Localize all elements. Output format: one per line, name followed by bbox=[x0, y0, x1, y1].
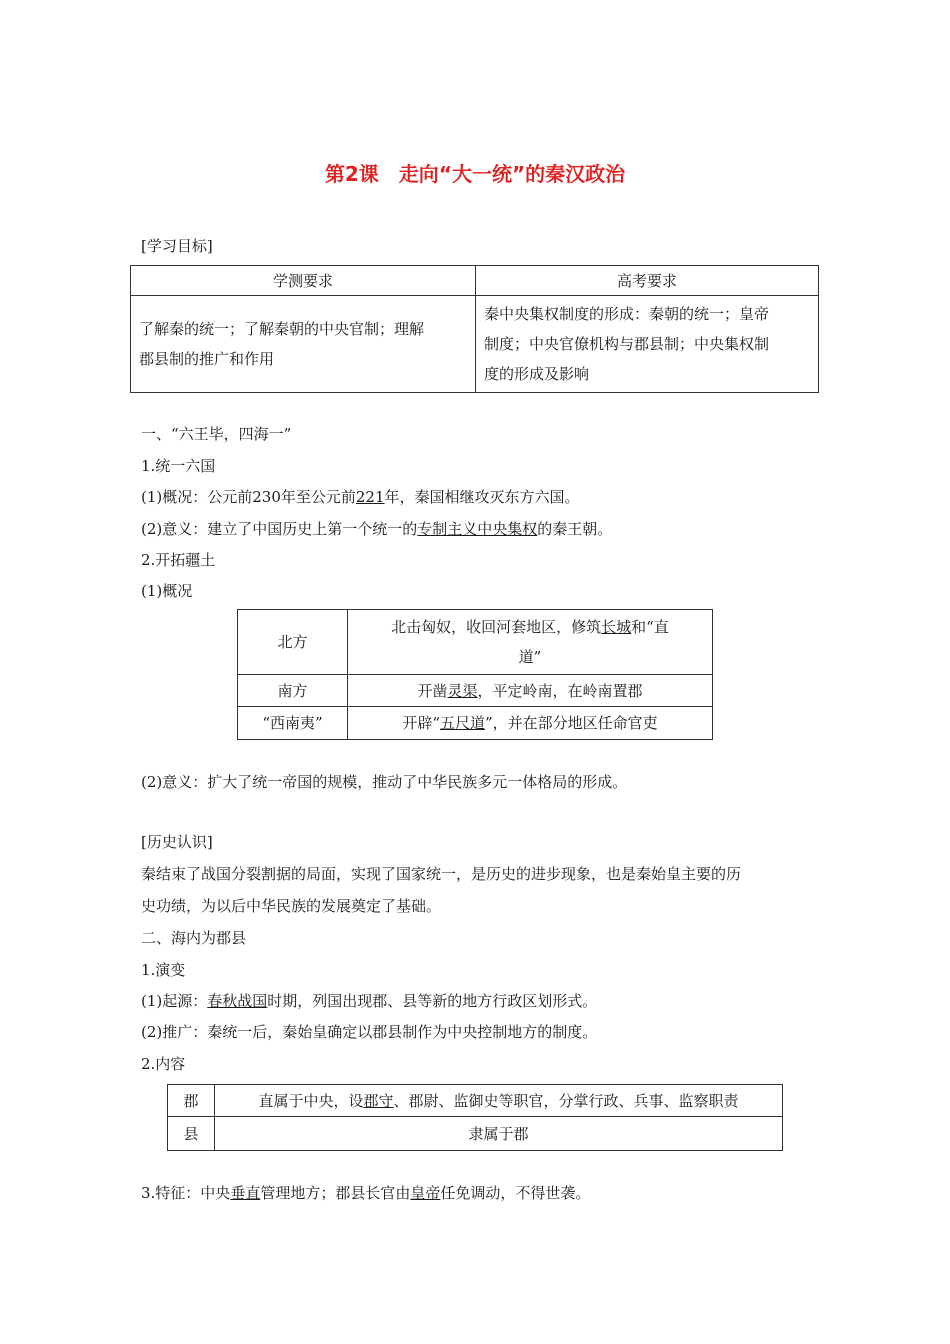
objectives-label: [学习目标] bbox=[141, 237, 213, 255]
underlined-answer: 春秋战国 bbox=[207, 992, 268, 1010]
objectives-table bbox=[130, 265, 819, 393]
col1-header: 学测要求 bbox=[131, 266, 476, 296]
row-label-prefecture: 郡 bbox=[168, 1085, 215, 1117]
row-label-north: 北方 bbox=[238, 610, 348, 675]
col2-line: 度的形成及影响 bbox=[484, 365, 590, 383]
text: ”，并在部分地区任命官吏 bbox=[485, 714, 658, 732]
page-title: 第2课 走向“大一统”的秦汉政治 bbox=[324, 162, 626, 186]
underlined-answer: 垂直 bbox=[230, 1184, 261, 1202]
underlined-answer: 221 bbox=[355, 488, 385, 506]
history-label: [历史认识] bbox=[141, 833, 213, 851]
text: 3.特征：中央 bbox=[141, 1184, 231, 1202]
text: 和“直 bbox=[631, 618, 669, 636]
text: (1)概况：公元前230年至公元前 bbox=[141, 488, 356, 506]
text: ，平定岭南，在岭南置郡 bbox=[477, 681, 643, 700]
row-content-north bbox=[348, 610, 713, 675]
paragraph-overview bbox=[141, 487, 580, 507]
col2-header: 高考要求 bbox=[476, 266, 819, 296]
section1-heading: 一、“六王毕，四海一” bbox=[141, 425, 292, 443]
paragraph-promotion: (2)推广：秦统一后，秦始皇确定以郡县制作为中央控制地方的制度。 bbox=[141, 1023, 598, 1041]
row-content-county: 隶属于郡 bbox=[215, 1117, 783, 1151]
subsection-territory: 2.开拓疆土 bbox=[141, 551, 216, 569]
col1-line: 郡县制的推广和作用 bbox=[139, 350, 275, 368]
row-label-southwest: “西南夷” bbox=[238, 707, 348, 740]
subsection-unify: 1.统一六国 bbox=[141, 457, 216, 475]
text: 管理地方；郡县长官由 bbox=[260, 1184, 411, 1202]
territory-table bbox=[237, 609, 713, 740]
text: 北击匈奴，收回河套地区，修筑 bbox=[391, 618, 602, 636]
prefecture-table bbox=[167, 1084, 783, 1151]
col1-cell bbox=[131, 296, 476, 393]
underlined-answer: 长城 bbox=[601, 618, 632, 636]
row-content-southwest bbox=[348, 707, 713, 740]
text: 的秦王朝。 bbox=[537, 520, 613, 538]
row-label-south: 南方 bbox=[238, 675, 348, 707]
paragraph-features bbox=[141, 1183, 590, 1203]
paragraph-significance-2: (2)意义：扩大了统一帝国的规模，推动了中华民族多元一体格局的形成。 bbox=[141, 773, 628, 791]
subsection-evolution: 1.演变 bbox=[141, 961, 186, 979]
text: (1)起源： bbox=[141, 992, 208, 1010]
underlined-answer: 郡守 bbox=[363, 1091, 394, 1110]
row-content-prefecture bbox=[215, 1085, 783, 1117]
underlined-answer: 五尺道 bbox=[439, 714, 485, 732]
underlined-answer: 专制主义中央集权 bbox=[417, 520, 538, 538]
col1-line: 了解秦的统一；了解秦朝的中央官制；理解 bbox=[139, 320, 425, 338]
text: (2)意义：建立了中国历史上第一个统一的 bbox=[141, 520, 418, 538]
history-line: 史功绩，为以后中华民族的发展奠定了基础。 bbox=[141, 897, 442, 915]
section2-heading: 二、海内为郡县 bbox=[141, 929, 247, 947]
text: 开凿 bbox=[417, 681, 448, 700]
col2-cell bbox=[476, 296, 819, 393]
col2-line: 秦中央集权制度的形成：秦朝的统一；皇帝 bbox=[484, 305, 770, 323]
text: 道” bbox=[518, 648, 542, 666]
text: 、郡尉、监御史等职官，分掌行政、兵事、监察职责 bbox=[393, 1091, 739, 1110]
paragraph-significance bbox=[141, 519, 612, 539]
history-line: 秦结束了战国分裂割据的局面，实现了国家统一，是历史的进步现象，也是秦始皇主要的历 bbox=[141, 865, 742, 883]
col2-line: 制度；中央官僚机构与郡县制；中央集权制 bbox=[484, 335, 770, 353]
row-label-county: 县 bbox=[168, 1117, 215, 1151]
text: 时期，列国出现郡、县等新的地方行政区划形式。 bbox=[267, 992, 598, 1010]
text: 任免调动，不得世袭。 bbox=[440, 1184, 591, 1202]
text: 直属于中央，设 bbox=[258, 1091, 364, 1110]
paragraph-overview-2: (1)概况 bbox=[141, 582, 193, 600]
underlined-answer: 皇帝 bbox=[410, 1184, 441, 1202]
underlined-answer: 灵渠 bbox=[447, 681, 478, 700]
text: 开辟“ bbox=[402, 714, 440, 732]
paragraph-origin bbox=[141, 991, 597, 1011]
row-content-south bbox=[348, 675, 713, 707]
subsection-content: 2.内容 bbox=[141, 1055, 186, 1073]
text: 年，秦国相继攻灭东方六国。 bbox=[384, 488, 580, 506]
